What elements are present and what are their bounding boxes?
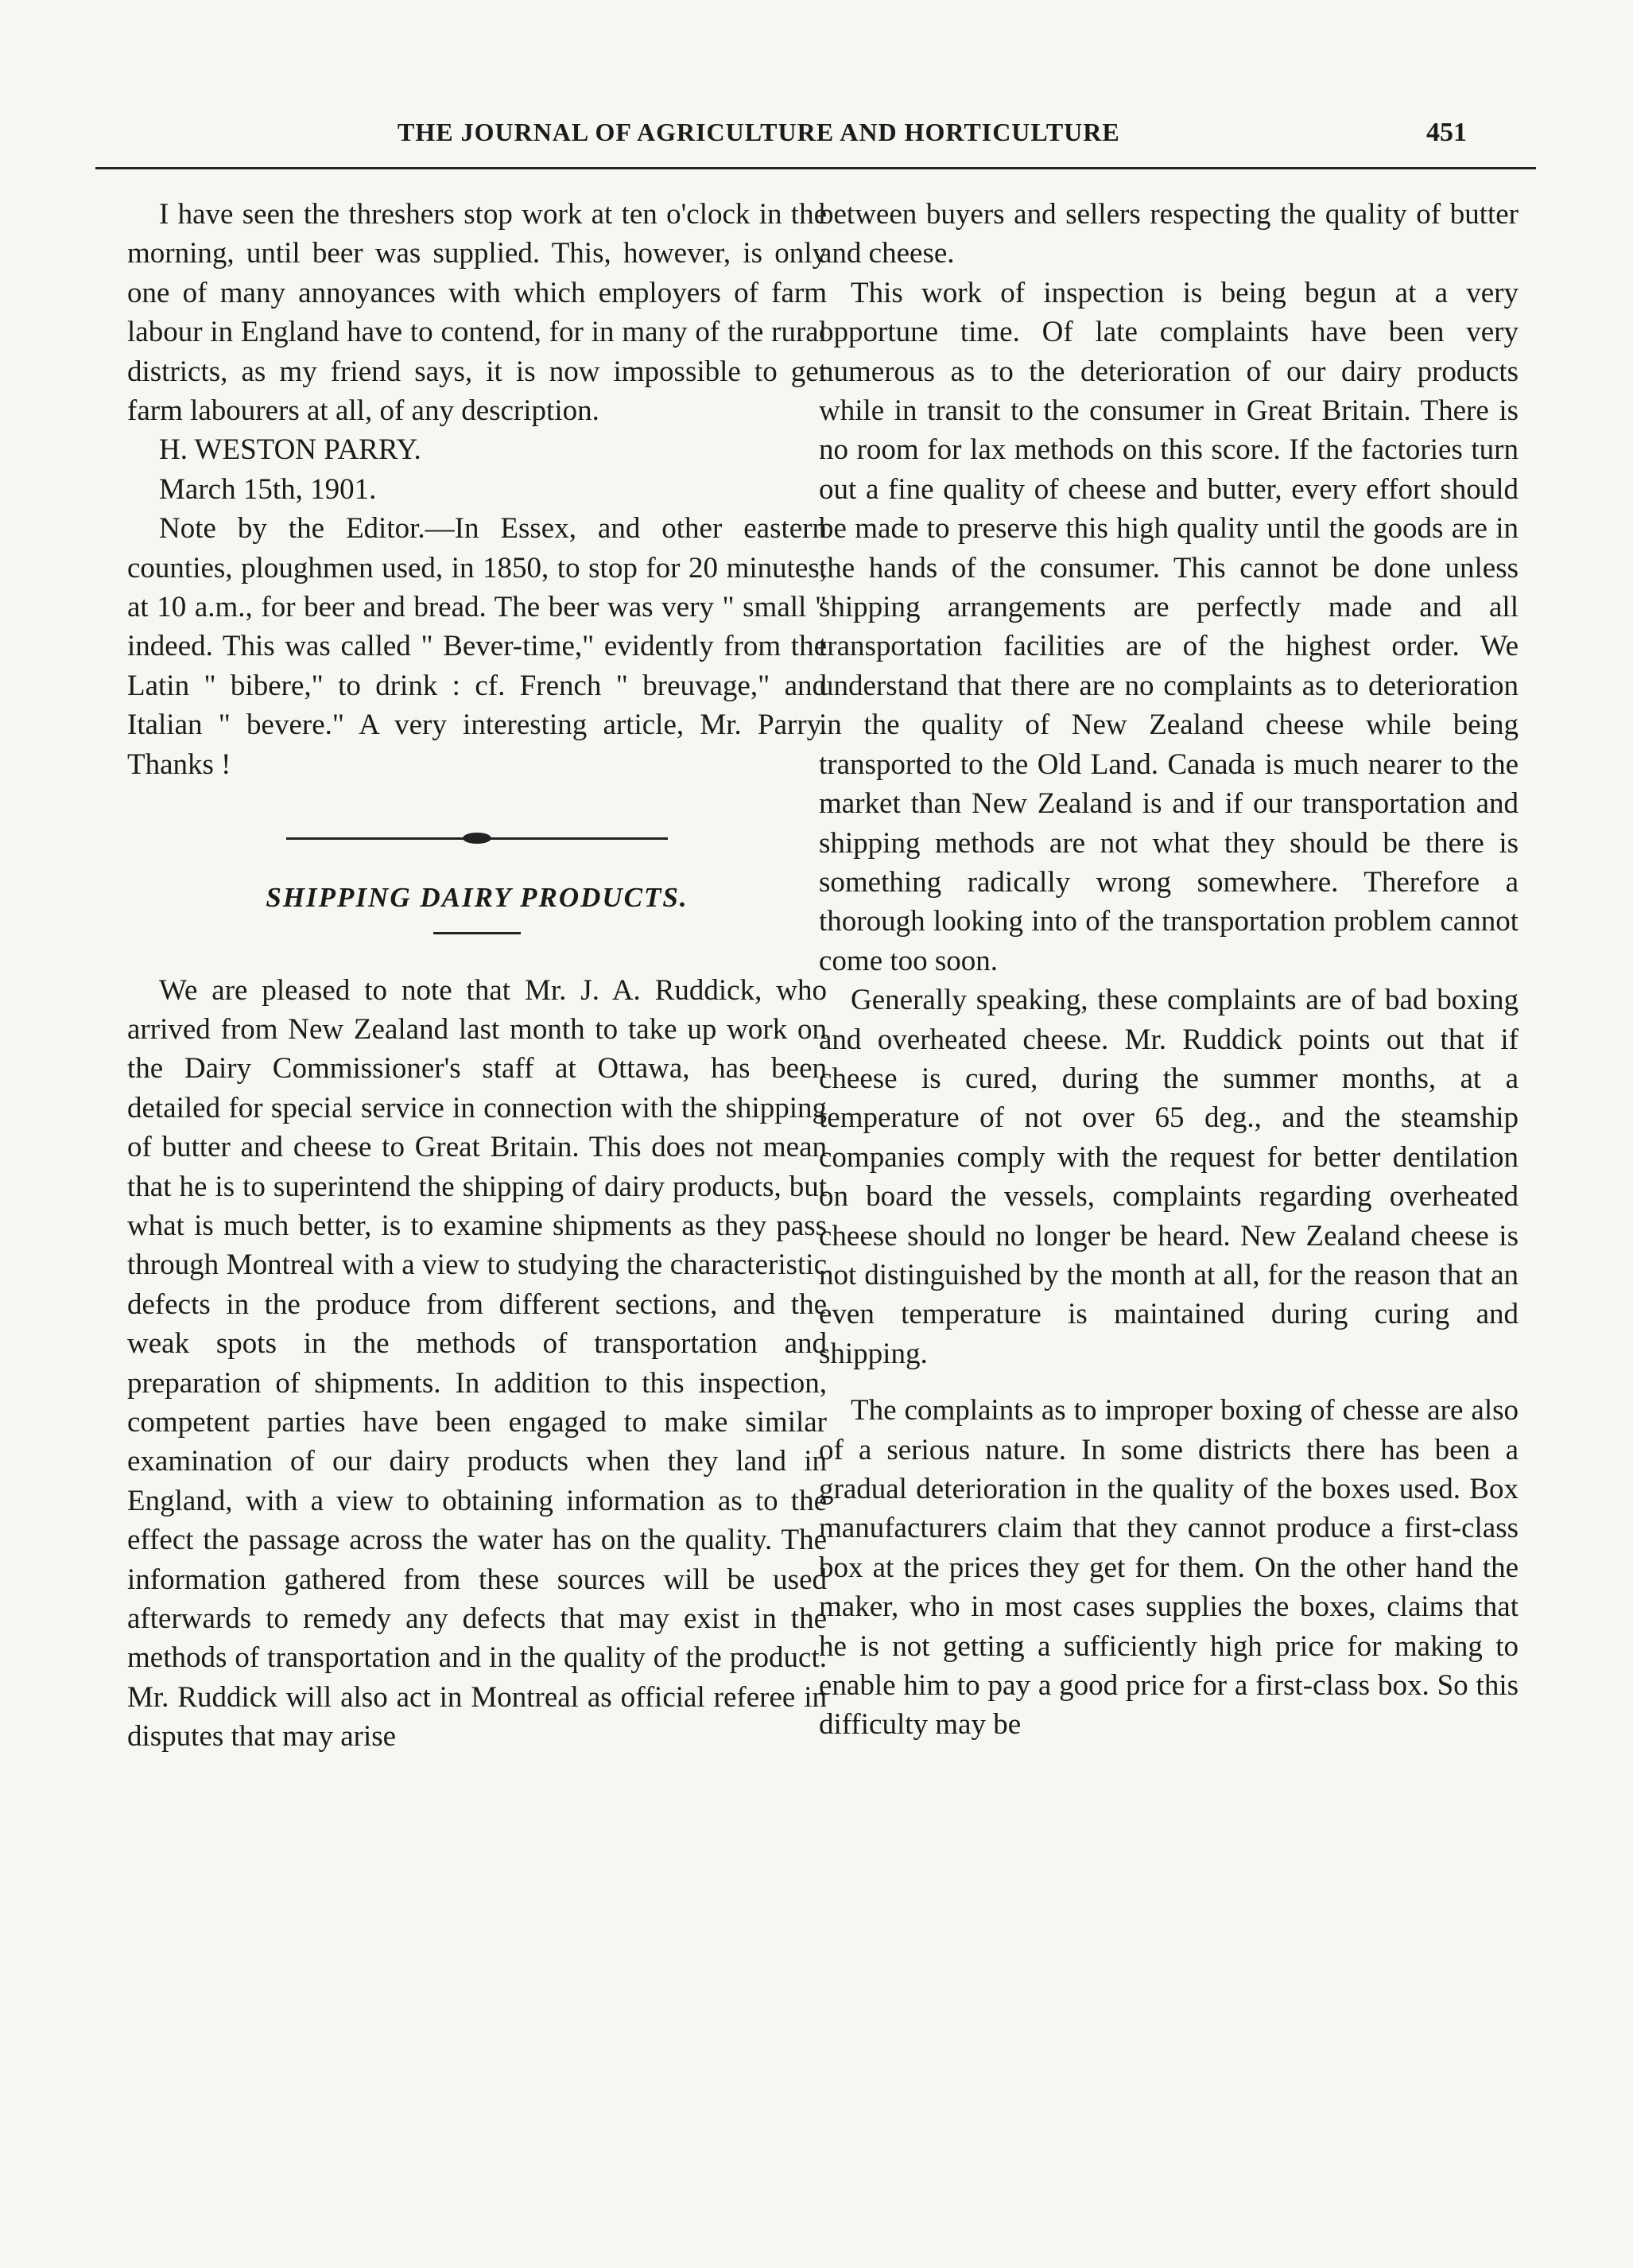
article-continuation: between buyers and sellers respecting the quality of butter and cheese. xyxy=(819,198,1519,270)
article-paragraph: Generally speaking, these complaints are of bad boxing and overheated cheese. Mr. Ruddick points out that if cheese is cured, during the summer months, at a temperature of not over 65 deg., and the steamship companies comply with the request for better dentilation on board the vessels, complaints regarding overheated cheese should no longer be heard. New Zealand cheese is not distinguished by the month at all, for the reason that an even temperature is maintained during curing and shipping. xyxy=(819,984,1519,1370)
letter-signature: H. WESTON PARRY. xyxy=(159,433,421,467)
section-divider-ornament xyxy=(286,830,668,846)
section-title: SHIPPING DAIRY PRODUCTS. xyxy=(266,882,688,914)
right-column xyxy=(819,195,1519,1745)
page-number: 451 xyxy=(1426,118,1467,147)
article-paragraph: This work of inspection is being begun at a very opportune time. Of late complaints have been very numerous as to the deterioration of our dairy products while in transit to the consumer in Great Britain. There is no room for lax methods on this score. If the factories turn out a fine quality of cheese and butter, every effort should be made to preserve this high quality until the goods are in the hands of the consumer. This cannot be done unless shipping arrangements are perfectly made and all transportation facilities are of the highest order. We understand that there are no complaints as to deterioration in the quality of New Zealand cheese while being transported to the Old Land. Canada is much nearer to the market than New Zealand is and if our transportation and shipping methods are not what they should be there is something radically wrong somewhere. Therefore a thorough looking into of the transportation problem cannot come too soon. xyxy=(819,276,1519,977)
article-paragraph: We are pleased to note that Mr. J. A. Ruddick, who arrived from New Zealand last month to take up work on the Dairy Commissioner's staff at Ottawa, has been detailed for special service in connection with the shipping of butter and cheese to Great Britain. This does not mean that he is to superintend the shipping of dairy products, but what is much better, is to examine shipments as they pass through Montreal with a view to studying the characteristic defects in the produce from different sections, and the weak spots in the methods of transportation and preparation of shipments. In addition to this inspection, competent parties have been engaged to make similar examination of our dairy products when they land in England, with a view to obtaining information as to the effect the passage across the water has on the quality. The information gathered from these sources will be used afterwards to remedy any defects that may exist in the methods of transportation and in the quality of the product. Mr. Ruddick will also act in Montreal as official referee in disputes that may arise xyxy=(127,973,827,1753)
editor-note: Note by the Editor.—In Essex, and other eastern counties, ploughmen used, in 1850, to stop for 20 minutes, at 10 a.m., for beer and bread. The beer was very " small " indeed. This was called " Bever-time," evidently from the Latin " bibere," to drink : cf. French " breuvage," and Italian " bevere." A very interesting article, Mr. Parry. Thanks ! xyxy=(127,512,827,781)
title-rule xyxy=(433,932,521,934)
article-paragraph: The complaints as to improper boxing of chesse are also of a serious nature. In some districts there has been a gradual deterioration in the quality of the boxes used. Box manufacturers claim that they cannot produce a first-class box at the prices they get for them. On the other hand the maker, who in most cases supplies the boxes, claims that he is not getting a sufficiently high price for making to enable him to pay a good price for a first-class box. So this difficulty may be xyxy=(819,1394,1519,1742)
letter-date: March 15th, 1901. xyxy=(159,472,377,506)
header-rule xyxy=(95,167,1536,169)
letter-paragraph: I have seen the threshers stop work at ten o'clock in the morning, until beer was supplied. This, however, is only one of many annoyances with which employers of farm labour in England have to contend, for in many of the rural districts, as my friend says, it is now impossible to get farm labourers at all, of any description. xyxy=(127,198,827,428)
running-title: THE JOURNAL OF AGRICULTURE AND HORTICULTURE xyxy=(398,118,1120,146)
page-header xyxy=(0,111,1633,159)
left-column xyxy=(127,195,827,1757)
